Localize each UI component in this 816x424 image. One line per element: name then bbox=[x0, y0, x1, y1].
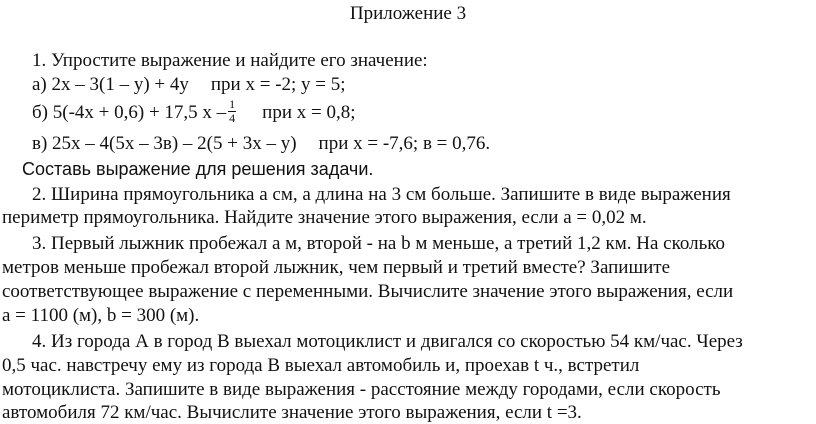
task2-line-2: периметр прямоугольника. Найдите значение этого выражения, если а = 0,02 м. bbox=[2, 207, 647, 228]
task1-item-b bbox=[32, 97, 356, 127]
section-heading: Составь выражение для решения задачи. bbox=[22, 159, 374, 179]
fraction-one-quarter bbox=[228, 98, 236, 125]
task1-item-c bbox=[32, 133, 490, 155]
page-title: Приложение 3 bbox=[349, 3, 467, 24]
task3-line-3: соответствующее выражение с переменными. Вычислите значение этого выражения, если bbox=[2, 281, 734, 302]
task1-b-condition: при х = 0,8; bbox=[262, 101, 356, 123]
task4-line-3: мотоциклиста. Запишите в виде выражения - расстояние между городами, если скорость bbox=[2, 379, 721, 400]
task4-line-1: 4. Из города А в город В выехал мотоциклист и двигался со скоростью 54 км/час. Через bbox=[32, 331, 743, 352]
task4-line-4: автомобиля 72 км/час. Вычислите значение этого выражения, если t =3. bbox=[2, 402, 582, 423]
fraction-numerator: 1 bbox=[229, 97, 236, 111]
task1-item-a bbox=[32, 74, 346, 96]
task3-line-1: 3. Первый лыжник пробежал а м, второй - на b м меньше, а третий 1,2 км. На сколько bbox=[32, 233, 726, 254]
task1-b-expression: б) 5(-4х + 0,6) + 17,5 х – bbox=[32, 101, 227, 123]
task3-line-4: а = 1100 (м), b = 300 (м). bbox=[2, 305, 200, 326]
task4-line-2: 0,5 час. навстречу ему из города В выехал автомобиль и, проехав t ч., встретил bbox=[2, 355, 640, 376]
task1-c-condition: при х = -7,6; в = 0,76. bbox=[318, 133, 491, 154]
task3-line-2: метров меньше пробежал второй лыжник, чем первый и третий вместе? Запишите bbox=[2, 257, 670, 278]
task1-a-expression: а) 2х – 3(1 – у) + 4у bbox=[32, 74, 189, 95]
task1-c-expression: в) 25х – 4(5х – 3в) – 2(5 + 3х – у) bbox=[32, 133, 297, 154]
task2-line-1: 2. Ширина прямоугольника а см, а длина на 3 см больше. Запишите в виде выражения bbox=[32, 184, 731, 205]
task1-a-condition: при х = -2; у = 5; bbox=[210, 74, 346, 95]
task1-heading: 1. Упростите выражение и найдите его значение: bbox=[32, 50, 428, 71]
fraction-denominator: 4 bbox=[229, 111, 236, 125]
